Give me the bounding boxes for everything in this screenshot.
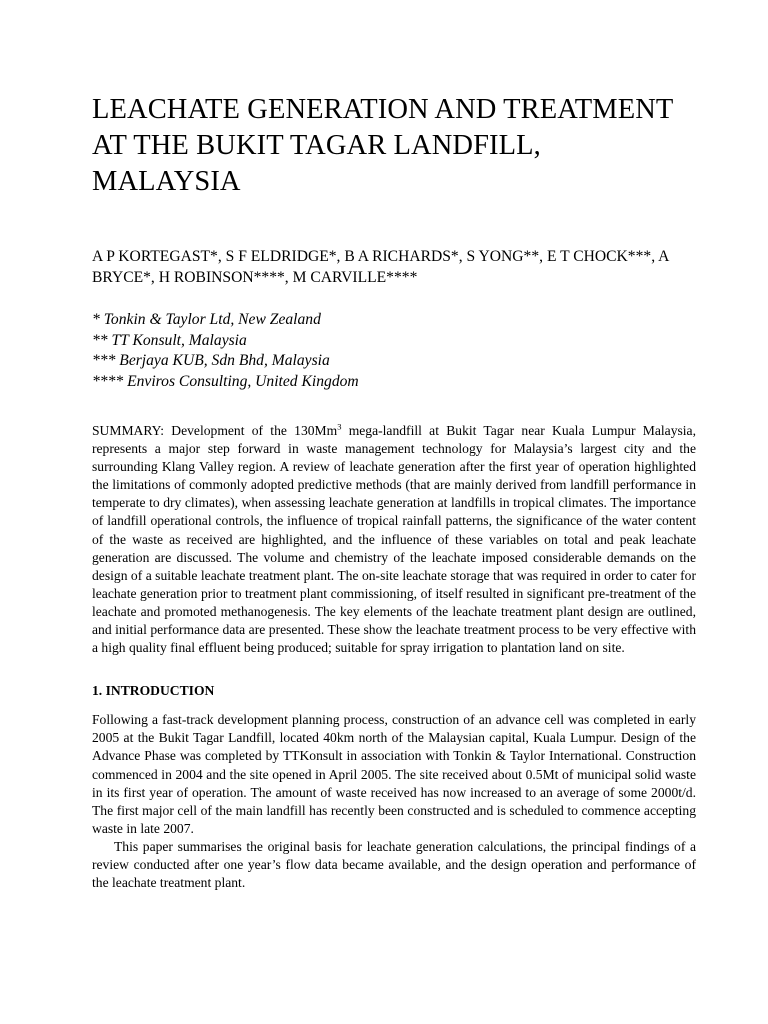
summary-lead: SUMMARY: Development of the 130Mm (92, 423, 338, 438)
paper-page (92, 92, 696, 892)
affiliation-3: *** Berjaya KUB, Sdn Bhd, Malaysia (92, 352, 330, 369)
paper-title: LEACHATE GENERATION AND TREATMENT AT THE BUKIT TAGAR LANDFILL, MALAYSIA (92, 94, 673, 197)
affiliation-2: ** TT Konsult, Malaysia (92, 331, 247, 349)
summary-body: mega-landfill at Bukit Tagar near Kuala Lumpur Malaysia, represents a major step forward in waste management technology for Malaysia’s largest city and the surrounding Klang Valley region. A review of leachate generation after the first year of operation highlighted the limitations of commonly adopted predictive methods (that are mainly derived from landfill performance in temperate to dry climates), when assessing leachate generation at landfills in tropical climates. The importance of landfill operational controls, the influence of tropical rainfall patterns, the significance of the water content of the waste as received are highlighted, and the influence of these variables on total and peak leachate generation are discussed. The volume and chemistry of the leachate imposed considerable demands on the design of a suitable leachate treatment plant. The on-site leachate storage that was required in order to cater for leachate generation prior to treatment plant commissioning, of itself resulted in significant pre-treatment of the leachate and promoted methanogenesis. The key elements of the leachate treatment plant design are outlined, and initial performance data are presented. These show the leachate treatment process to be very effective with a high quality final effluent being produced; suitable for spray irrigation to plantation land on site. (92, 423, 696, 656)
section-heading-introduction: 1. INTRODUCTION (92, 683, 215, 699)
affiliation-list (92, 310, 696, 392)
summary-paragraph (92, 422, 696, 657)
intro-paragraph-2: This paper summarises the original basis for leachate generation calculations, the principal findings of a review conducted after one year’s flow data became available, and the design operation and performance of the leachate treatment plant. (92, 838, 696, 891)
author-list: A P KORTEGAST*, S F ELDRIDGE*, B A RICHARDS*, S YONG**, E T CHOCK***, A BRYCE*, H ROBINSON****, M CARVILLE**** (92, 248, 669, 286)
affiliation-1: * Tonkin & Taylor Ltd, New Zealand (92, 311, 321, 328)
affiliation-4: **** Enviros Consulting, United Kingdom (92, 372, 359, 390)
intro-paragraph-1: Following a fast-track development planning process, construction of an advance cell was completed in early 2005 at the Bukit Tagar Landfill, located 40km north of the Malaysian capital, Kuala Lumpur. Design of the Advance Phase was completed by TTKonsult in association with Tonkin & Taylor International. Construction commenced in 2004 and the site opened in April 2005. The site received about 0.5Mt of municipal solid waste in its first year of operation. The amount of waste received has now increased to an average of some 2000t/d. The first major cell of the main landfill has recently been constructed and is scheduled to commence accepting waste in late 2007. (92, 712, 696, 836)
summary-superscript: 3 (337, 421, 342, 432)
